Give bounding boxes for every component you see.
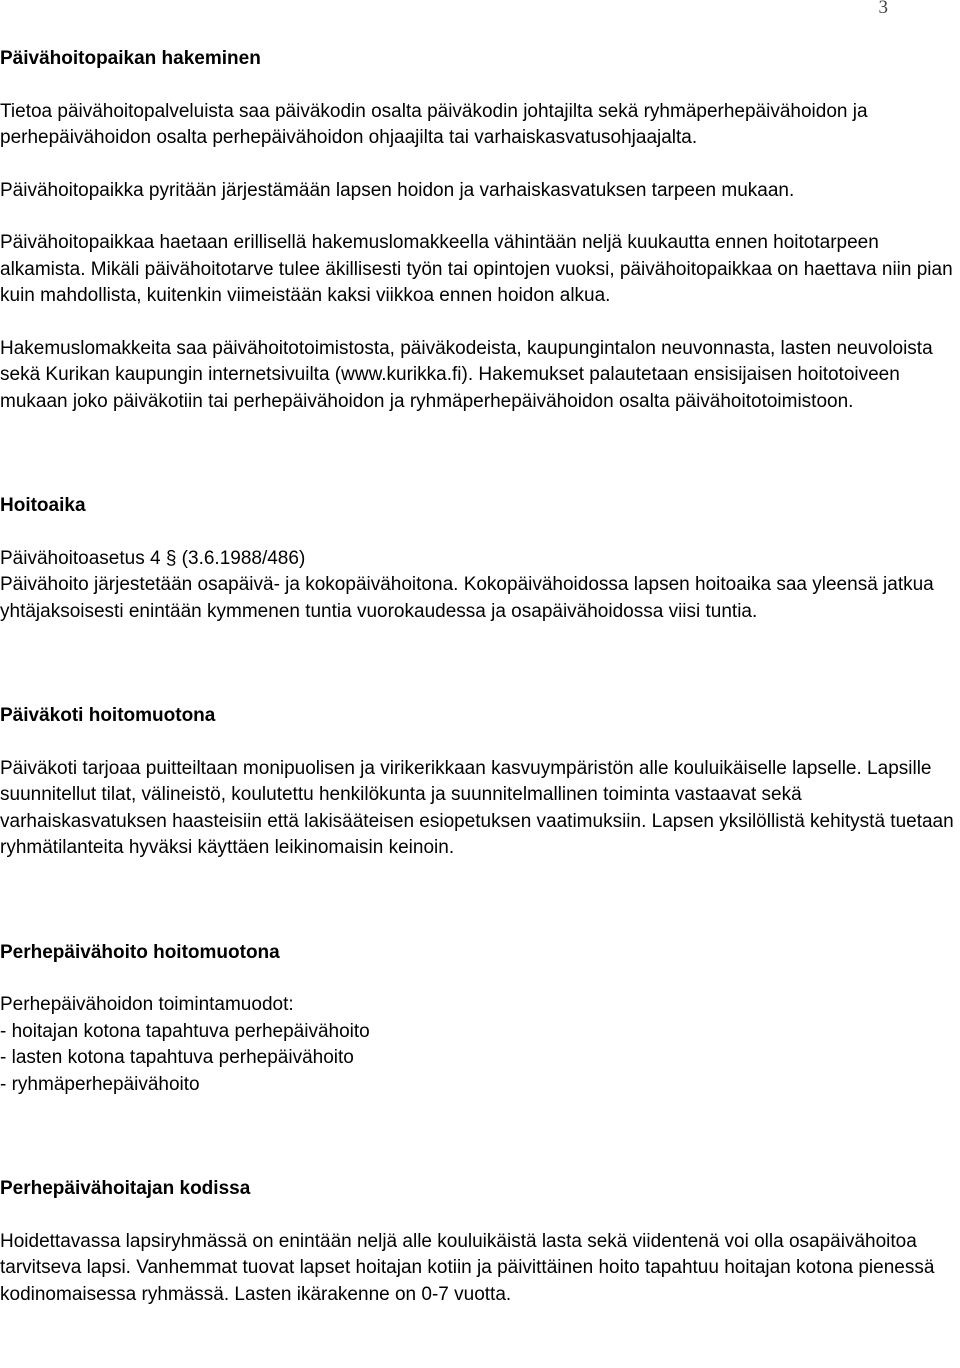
paragraph-application-timing: Päivähoitopaikkaa haetaan erillisellä hakemuslomakkeella vähintään neljä kuukautta ennen hoitotarpeen alkamista. Mikäli päivähoitotarve tulee äkillisesti työn tai opintojen vuoksi, päivähoitopaikkaa on haettava niin pian kuin mahdollista, kuitenkin viimeistään kaksi viikkoa ennen hoidon alkua. <box>0 232 953 306</box>
paragraph-care-time: Päivähoitoasetus 4 § (3.6.1988/486) Päivähoito järjestetään osapäivä- ja kokopäivähoitona. Kokopäivähoidossa lapsen hoitoaika saa yleensä jatkua yhtäjaksoisesti enintään kymmenen tuntia vuorokaudessa ja osapäivähoidossa viisi tuntia. <box>0 547 934 622</box>
paragraph-caregiver-home: Hoidettavassa lapsiryhmässä on enintään neljä alle kouluikäistä lasta sekä viidentenä voi olla osapäivähoitoa tarvitseva lapsi. Vanhemmat tuovat lapset hoitajan kotiin ja päivittäinen hoito tapahtuu hoitajan kotona pienessä kodinomaisessa ryhmässä. Lasten ikärakenne on 0-7 vuotta. <box>0 1230 935 1305</box>
paragraph-arrangement: Päivähoitopaikka pyritään järjestämään lapsen hoidon ja varhaiskasvatuksen tarpeen mukaan. <box>0 179 795 201</box>
paragraph-family-daycare-forms: Perhepäivähoidon toimintamuodot: - hoitajan kotona tapahtuva perhepäivähoito - lasten kotona tapahtuva perhepäivähoito - ryhmäperhepäivähoito <box>0 994 370 1095</box>
paragraph-daycare: Päiväkoti tarjoaa puitteiltaan monipuolisen ja virikerikkaan kasvuympäristön alle kouluikäiselle lapselle. Lapsille suunnitellut tilat, välineistö, koulutettu henkilökunta ja suunnitelmallinen toiminta vastaavat sekä varhaiskasvatuksen haasteisiin että lakisääteisen esiopetuksen vaatimuksiin. Lapsen yksilöllistä kehitystä tuetaan ryhmätilanteita hyväksi käyttäen leikinomaisin keinoin. <box>0 757 954 858</box>
paragraph-info-sources: Tietoa päivähoitopalveluista saa päiväkodin osalta päiväkodin johtajilta sekä ryhmäperhepäivähoidon ja perhepäivähoidon osalta perhepäivähoidon ohjaajilta tai varhaiskasvatusohjaajalta. <box>0 100 868 148</box>
section-heading-caregiver-home: Perhepäivähoitajan kodissa <box>0 1178 251 1199</box>
section-heading-daycare: Päiväkoti hoitomuotona <box>0 705 216 726</box>
paragraph-application-forms: Hakemuslomakkeita saa päivähoitotoimistosta, päiväkodeista, kaupungintalon neuvonnasta, lasten neuvoloista sekä Kurikan kaupungin internetsivuilta (www.kurikka.fi). Hakemukset palautetaan ensisijaisen hoitotoiveen mukaan joko päiväkotiin tai perhepäivähoidon ja ryhmäperhepäivähoidon osalta päivähoitotoimistoon. <box>0 337 933 412</box>
section-heading-application: Päivähoitopaikan hakeminen <box>0 48 261 69</box>
section-heading-family-daycare: Perhepäivähoito hoitomuotona <box>0 941 280 963</box>
page-number: 3 <box>878 0 888 18</box>
document-body <box>0 46 958 1308</box>
section-heading-care-time: Hoitoaika <box>0 495 86 516</box>
